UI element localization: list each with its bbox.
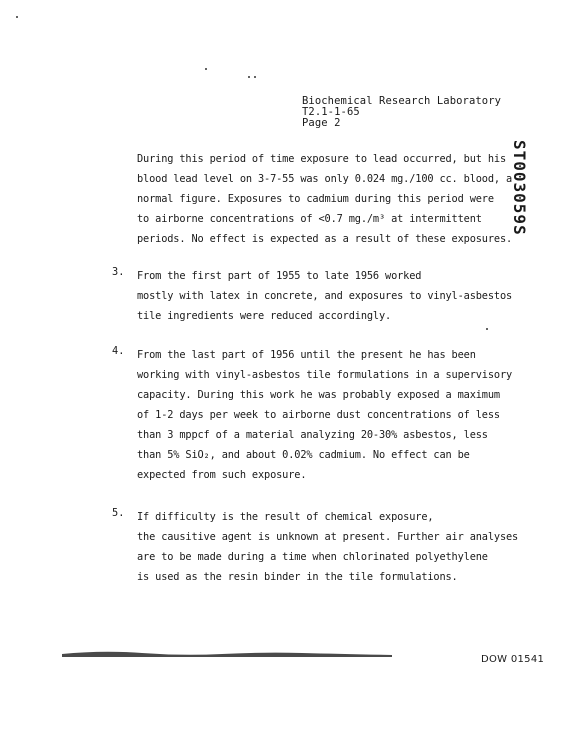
scan-speck xyxy=(16,16,18,18)
paragraph-line: expected from such exposure. xyxy=(137,469,307,481)
scan-speck xyxy=(248,76,250,78)
scan-speck xyxy=(205,68,207,70)
paragraph-line: From the first part of 1955 to late 1956 worked xyxy=(137,270,422,282)
paragraph-line: periods. No effect is expected as a result of these exposures. xyxy=(137,233,513,245)
paragraph-line: mostly with latex in concrete, and exposures to vinyl-asbestos xyxy=(137,290,513,302)
item-number: 4. xyxy=(112,345,125,357)
paragraph-line: blood lead level on 3-7-55 was only 0.024 mg./100 cc. blood, a xyxy=(137,173,513,185)
scan-speck xyxy=(254,76,256,78)
header-reference: T2.1-1-65 xyxy=(302,106,360,118)
paragraph-line: the causitive agent is unknown at present. Further air analyses xyxy=(137,531,519,543)
header-page-number: Page 2 xyxy=(302,117,341,129)
paragraph-line: is used as the resin binder in the tile formulations. xyxy=(137,571,458,583)
paragraph-line: to airborne concentrations of <0.7 mg./m³ at intermittent xyxy=(137,213,482,225)
paragraph-item-4 xyxy=(137,345,512,485)
paragraph-item-5 xyxy=(137,507,518,587)
paragraph-line: than 3 mppcf of a material analyzing 20-30% asbestos, less xyxy=(137,429,488,441)
paragraph-item-3 xyxy=(137,266,512,326)
paragraph-line: If difficulty is the result of chemical exposure, xyxy=(137,511,434,523)
item-number: 3. xyxy=(112,266,125,278)
paragraph-line: capacity. During this work he was probably exposed a maximum xyxy=(137,389,500,401)
header-lab-name: Biochemical Research Laboratory xyxy=(302,95,502,107)
paragraph-line: normal figure. Exposures to cadmium during this period were xyxy=(137,193,494,205)
paragraph-line: working with vinyl-asbestos tile formulations in a supervisory xyxy=(137,369,513,381)
scan-speck xyxy=(486,328,488,330)
item-number: 5. xyxy=(112,507,125,519)
bates-stamp: ST003059S xyxy=(510,140,529,236)
paragraph-line: are to be made during a time when chlorinated polyethylene xyxy=(137,551,488,563)
paragraph-line: tile ingredients were reduced accordingly. xyxy=(137,310,392,322)
paragraph-line: of 1-2 days per week to airborne dust concentrations of less xyxy=(137,409,500,421)
paragraph-line: From the last part of 1956 until the present he has been xyxy=(137,349,476,361)
paragraph-continuation xyxy=(137,149,512,249)
paragraph-line: than 5% SiO₂, and about 0.02% cadmium. No effect can be xyxy=(137,449,470,461)
document-id: DOW 01541 xyxy=(481,654,545,665)
paragraph-line: During this period of time exposure to lead occurred, but his xyxy=(137,153,507,165)
scan-smudge-artifact xyxy=(62,648,392,658)
document-header xyxy=(302,96,501,129)
